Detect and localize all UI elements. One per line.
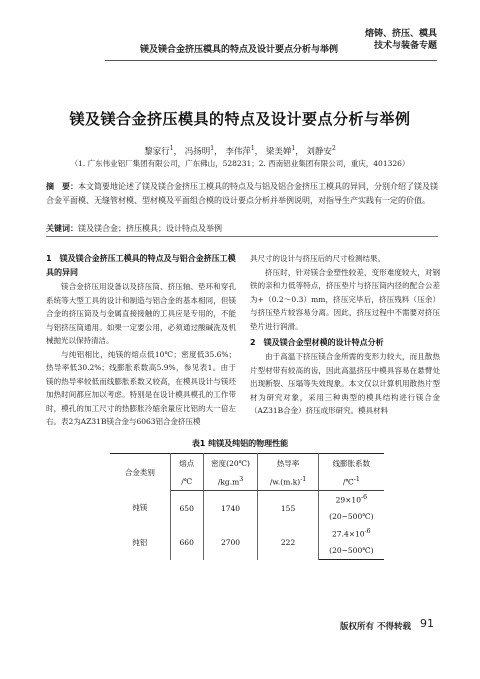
cell-conductivity: 155 — [258, 491, 318, 526]
cell-expansion — [318, 491, 384, 509]
table-header-row — [110, 454, 384, 473]
section-1-heading: 1 镁及镁合金挤压工模具的特点及与铝合金挤压工模具的异同 — [46, 254, 236, 277]
author: 李伟萍 — [225, 147, 251, 157]
keywords — [46, 223, 438, 234]
section-1-para-2: 与纯铝相比，纯镁的熔点低10℃；密度低35.6%；热导率低30.2%；线膨胀系数高5.9%，参见表1。由于镁的热导率较低而线膨胀系数又较高，在模具设计与镁坯加热时间都应加以考虑。特别是在设计模具模孔的工作带时，模孔的加工尺寸的热膨胀冷缩余量应比铝的大一倍左右。表2为AZ31B镁合金与6063铝合金挤压模 — [46, 349, 236, 426]
cell-melting: 660 — [170, 525, 203, 560]
expansion-base: 27.4×10 — [332, 529, 365, 539]
unit-conductivity-text: /w.(m.k) — [269, 477, 301, 487]
left-column — [46, 252, 236, 429]
header-rule — [105, 60, 437, 61]
cell-melting: 650 — [170, 491, 203, 526]
unit-conductivity-sup: -1 — [300, 475, 307, 483]
cell-density: 2700 — [203, 525, 258, 560]
unit-density-sup: 3 — [239, 475, 244, 483]
section-1-para-1: 镁合金挤压用设备以及挤压筒、挤压轴、垫环和穿孔系统等大型工具的设计和制造与铝合金的基本相同，但镁合金的挤压筒及与金属直接接触的工具应是专用的，不能与铝挤压筒通用。如果一定要公用，必须通过酸碱洗及机械抛光以保持清洁。 — [46, 282, 236, 345]
table-1-title: 表1 纯镁及纯铝的物理性能 — [191, 439, 289, 448]
expansion-exp: -6 — [364, 528, 371, 536]
table-1 — [110, 453, 384, 560]
abstract-divider — [46, 236, 438, 237]
unit-expansion-text: /℃ — [342, 477, 354, 487]
keywords-label: 关键词： — [46, 224, 78, 233]
author: 冯扬明 — [184, 147, 211, 157]
cell-expansion — [318, 525, 384, 542]
running-header-title: 镁及镁合金挤压模具的特点及设计要点分析与举例 — [140, 45, 339, 55]
right-para-1: 具尺寸的设计与挤压后的尺寸检测结果。 — [250, 254, 385, 263]
copyright-notice: 版权所有 不得转载 — [340, 622, 411, 632]
affiliation: （1. 广东伟业铝厂集团有限公司，广东佛山，528231；2. 西南铝业集团有限公司，重庆，401326） — [70, 159, 410, 168]
table-row — [110, 491, 384, 509]
unit-density-text: /kg.m — [217, 477, 240, 487]
topic-line-2: 技术与装备专题 — [374, 41, 438, 51]
running-header-topic — [365, 28, 437, 52]
expansion-base: 29×10 — [335, 495, 361, 505]
author-sup: 2 — [331, 145, 336, 153]
section-2-para-1: 由于高温下挤压镁合金所需的变形力较大，而且散热片型材带有较高的齿，因此高温挤压中模具容易在悬臂处出现断裂、压塌等失效现象。本文仅以计算机用散热片型材为研究对象，采用三种典型的模具结构进行镁合金（AZ31B合金）挤压成形研究。模具材料 — [250, 352, 440, 415]
cell-conductivity: 222 — [258, 525, 318, 560]
author: 梁美婵 — [265, 147, 292, 157]
unit-density — [203, 472, 258, 491]
header-density: 密度(20℃) — [203, 454, 258, 473]
page-number: 91 — [420, 617, 434, 630]
author: 黎家行 — [144, 147, 170, 157]
topic-line-1: 熔铸、挤压、模具 — [365, 29, 438, 39]
unit-expansion — [318, 472, 384, 491]
table-row — [110, 525, 384, 542]
author: 刘静安 — [306, 147, 332, 157]
section-2-heading: 2 镁及镁合金型材模的设计特点分析 — [250, 338, 384, 347]
abstract — [46, 180, 438, 208]
unit-melting: /℃ — [170, 472, 203, 491]
unit-conductivity — [258, 472, 318, 491]
right-column — [250, 252, 440, 418]
unit-expansion-sup: -1 — [353, 475, 360, 483]
header-melting: 熔点 — [170, 454, 203, 473]
author-sup: 1 — [210, 145, 215, 153]
cell-alloy: 纯铝 — [110, 525, 170, 560]
author-sup: 1 — [291, 145, 296, 153]
author-list: 黎家行$^1$， 冯扬明$^1$， 李伟萍$^1$， 梁美婵$^1$， 刘静安$^2$ — [144, 145, 336, 157]
cell-expansion-range: (20~500℃) — [329, 512, 374, 521]
author-sup: 1 — [250, 145, 255, 153]
header-conductivity: 热导率 — [258, 454, 318, 473]
cell-density: 1740 — [203, 491, 258, 526]
keywords-text: 镁及镁合金；挤压模具；设计特点及举例 — [78, 224, 222, 233]
abstract-label: 摘 要： — [46, 182, 78, 191]
expansion-exp: -6 — [360, 494, 368, 502]
article-title: 镁及镁合金挤压模具的特点及设计要点分析与举例 — [69, 110, 411, 128]
header-expansion: 线膨胀系数 — [318, 454, 384, 473]
cell-alloy: 纯镁 — [110, 491, 170, 526]
header-alloy: 合金类别 — [110, 454, 170, 491]
author-sup: 1 — [169, 145, 174, 153]
abstract-text: 本文简要地论述了镁及镁合金挤压工模具的特点及与铝及铝合金挤压工模具的异同，分别介绍了镁及镁合金平面模、无缝管材模、型材模及平面组合模的设计要点分析并举例说明，对指导生产实践有一定的价值。 — [46, 182, 438, 205]
cell-expansion-range: (20~500℃) — [318, 542, 384, 560]
right-para-2: 挤压时，针对镁合金塑性较差，变形难度较大，对钢铁的亲和力低等特点，挤压垫片与挤压筒内径的配合公差为+（0.2～0.3）mm，挤压完毕后，挤压残料（压余）与挤压垫片较容易分离。因此，挤压过程中不需要对挤压垫片进行润滑。 — [250, 267, 440, 331]
